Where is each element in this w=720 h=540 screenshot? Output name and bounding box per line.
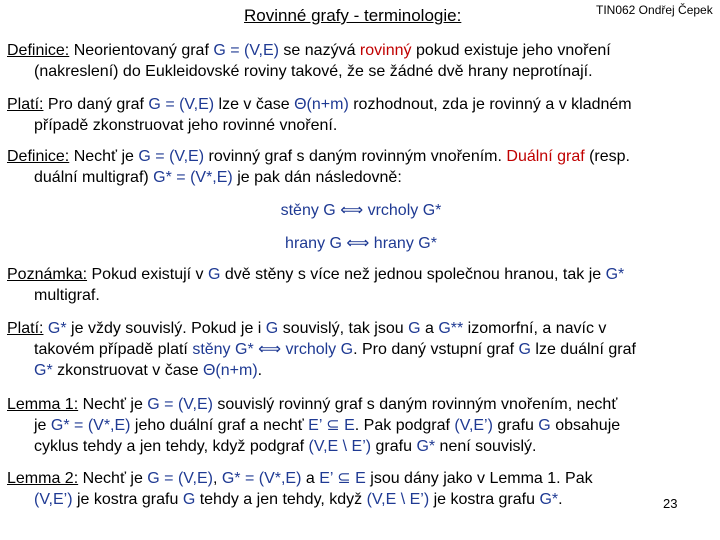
slide-title: Rovinné grafy - terminologie:: [244, 6, 462, 25]
text-run: není souvislý.: [435, 438, 537, 455]
text-run: dvě stěny s více než jednou společnou hranou, tak je: [220, 266, 606, 283]
math-expr: G* = (V*,E): [50, 417, 131, 434]
math-expr: stěny G* ⟺ vrcholy G: [192, 341, 354, 358]
math-expr: G: [265, 320, 279, 337]
text-run: grafu: [371, 438, 417, 455]
math-expr: G*: [416, 438, 436, 455]
text-run: Nechť je: [78, 396, 148, 413]
text-run: je kostra grafu: [72, 491, 183, 508]
definition-planar-paragraph: [7, 40, 715, 82]
definition-dual-paragraph: [7, 146, 715, 254]
text-run: cyklus tehdy a jen tehdy, když podgraf: [34, 438, 309, 455]
fact-planarity-paragraph: [7, 94, 715, 136]
text-run: Nechť je: [78, 470, 148, 487]
definition-label: Definice:: [7, 42, 70, 59]
math-expr: G*: [539, 491, 559, 508]
text-run: souvislý rovinný graf s daným rovinným vnořením, nechť: [212, 396, 618, 413]
math-expr: G: [518, 341, 531, 358]
math-expr: G*: [34, 362, 53, 379]
math-expr: G = (V,E): [147, 470, 213, 487]
term-planar: rovinný: [359, 42, 412, 59]
text-run: je vždy souvislý. Pokud je i: [66, 320, 266, 337]
text-run: . Pro daný vstupní graf: [353, 341, 519, 358]
text-run: pokud existuje jeho vnoření: [411, 42, 611, 59]
correspondence-edges: hrany G ⟺ hrany G*: [285, 235, 437, 252]
math-expr: G: [182, 491, 196, 508]
fact-dual-connectivity-paragraph: [7, 318, 715, 381]
definition-label: Definice:: [7, 148, 70, 165]
lemma-2-paragraph: [7, 468, 715, 510]
page-number: 23: [663, 496, 678, 511]
lemma-label: Lemma 1:: [7, 396, 79, 413]
correspondence-faces-vertices: stěny G ⟺ vrcholy G*: [280, 202, 442, 219]
math-expr: G: [408, 320, 421, 337]
fact-label: Platí:: [7, 320, 44, 337]
text-run: je kostra grafu: [429, 491, 540, 508]
text-run: Neorientovaný graf: [69, 42, 214, 59]
math-expr: G = (V,E): [147, 396, 213, 413]
text-run: lze v čase: [214, 96, 295, 113]
math-expr: E’ ⊆ E: [319, 470, 366, 487]
text-run: multigraf.: [34, 287, 100, 304]
math-expr: (V,E \ E’): [366, 491, 430, 508]
lemma-1-paragraph: [7, 394, 715, 457]
math-expr: G*: [605, 266, 625, 283]
math-expr: (V,E \ E’): [308, 438, 372, 455]
text-run: Nechť je: [69, 148, 139, 165]
course-author: TIN062 Ondřej Čepek: [596, 3, 713, 17]
text-run: duální multigraf): [34, 169, 154, 186]
text-run: zkonstruovat v čase: [52, 362, 203, 379]
text-run: grafu: [492, 417, 539, 434]
term-dual-graph: Duální graf: [506, 148, 585, 165]
math-expr: (V,E’): [454, 417, 493, 434]
remark-label: Poznámka:: [7, 266, 88, 283]
text-run: Pro daný graf: [43, 96, 149, 113]
math-expr: G* = (V*,E): [153, 169, 233, 186]
text-run: Pokud existují v: [87, 266, 208, 283]
text-run: izomorfní, a navíc v: [463, 320, 607, 337]
text-run: (nakreslení) do Eukleidovské roviny takové, že se žádné dvě hrany neprotínají.: [34, 63, 593, 80]
math-expr: G: [208, 266, 221, 283]
text-run: obsahuje: [550, 417, 621, 434]
lemma-label: Lemma 2:: [7, 470, 79, 487]
text-run: případě zkonstruovat jeho rovinné vnoření.: [34, 117, 338, 134]
remark-multigraph-paragraph: [7, 264, 715, 306]
math-expr: G* = (V*,E): [221, 470, 302, 487]
text-run: jsou dány jako v Lemma 1. Pak: [365, 470, 593, 487]
math-expr: G = (V,E): [148, 96, 215, 113]
text-run: souvislý, tak jsou: [278, 320, 409, 337]
text-run: takovém případě platí: [34, 341, 193, 358]
math-expr: (V,E’): [34, 491, 73, 508]
math-expr: G**: [438, 320, 464, 337]
text-run: je: [34, 417, 51, 434]
math-expr: G: [538, 417, 551, 434]
text-run: . Pak podgraf: [354, 417, 455, 434]
text-run: a: [420, 320, 439, 337]
text-run: se nazývá: [278, 42, 360, 59]
text-run: a: [301, 470, 320, 487]
fact-label: Platí:: [7, 96, 44, 113]
text-run: (resp.: [584, 148, 630, 165]
text-run: rozhodnout, zda je rovinný a v kladném: [348, 96, 632, 113]
text-run: jeho duální graf a nechť: [130, 417, 309, 434]
math-expr: E’ ⊆ E: [308, 417, 355, 434]
math-expr: G*: [47, 320, 67, 337]
text-run: rovinný graf s daným rovinným vnořením.: [204, 148, 507, 165]
text-run: ,: [212, 470, 222, 487]
math-expr: G = (V,E): [213, 42, 279, 59]
math-expr: Θ(n+m): [294, 96, 349, 113]
math-expr: Θ(n+m): [202, 362, 258, 379]
text-run: tehdy a jen tehdy, když: [195, 491, 367, 508]
math-expr: G = (V,E): [138, 148, 205, 165]
text-run: .: [257, 362, 263, 379]
text-run: je pak dán následovně:: [232, 169, 402, 186]
text-run: .: [558, 491, 563, 508]
text-run: lze duální graf: [530, 341, 636, 358]
